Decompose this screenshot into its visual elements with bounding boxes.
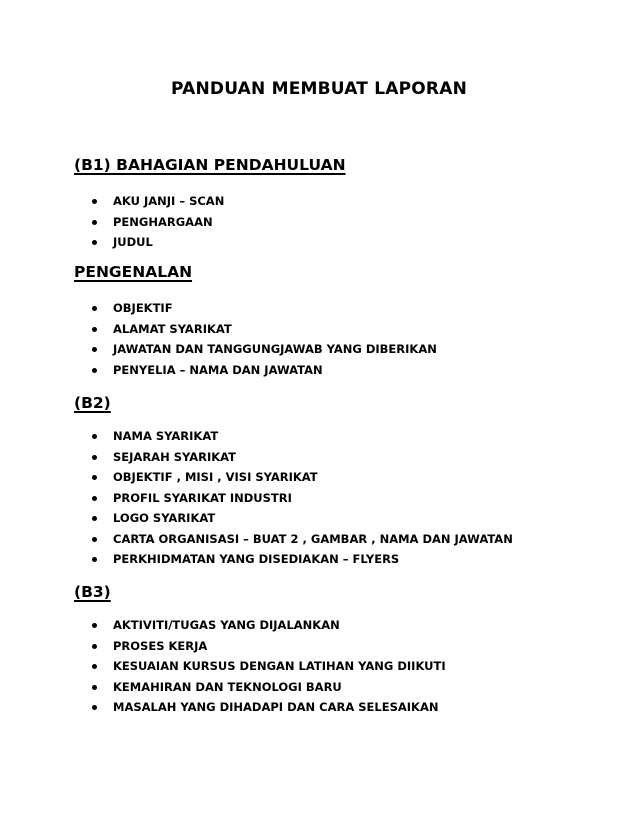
list-item — [0, 212, 224, 233]
section-list-pengenalan — [0, 298, 437, 380]
list-item — [0, 447, 513, 468]
list-item-text: AKTIVITI/TUGAS YANG DIJALANKAN — [113, 618, 340, 632]
list-item — [0, 636, 446, 657]
bullet-icon — [92, 306, 97, 311]
list-item — [0, 426, 513, 447]
list-item-text: JAWATAN DAN TANGGUNGJAWAB YANG DIBERIKAN — [113, 342, 437, 356]
bullet-icon — [92, 496, 97, 501]
list-item — [0, 508, 513, 529]
bullet-icon — [92, 199, 97, 204]
bullet-icon — [92, 705, 97, 710]
list-item-text: SEJARAH SYARIKAT — [113, 449, 237, 464]
document-title: PANDUAN MEMBUAT LAPORAN — [171, 79, 467, 99]
bullet-icon — [92, 557, 97, 562]
bullet-icon — [92, 623, 97, 628]
list-item — [0, 488, 513, 509]
list-item-text: PERKHIDMATAN YANG DISEDIAKAN – FLYERS — [113, 552, 400, 566]
list-item-text: ALAMAT SYARIKAT — [113, 321, 232, 336]
list-item-text: LOGO SYARIKAT — [113, 511, 216, 525]
bullet-icon — [92, 516, 97, 521]
bullet-icon — [92, 368, 97, 373]
list-item — [0, 615, 446, 636]
list-item — [0, 319, 437, 340]
list-item — [0, 232, 224, 253]
section-list-b1 — [0, 191, 224, 253]
bullet-icon — [92, 475, 97, 480]
list-item-text: CARTA ORGANISASI – BUAT 2 , GAMBAR , NAMA DAN JAWATAN — [113, 531, 513, 546]
list-item — [0, 467, 513, 488]
list-item-text: PROSES KERJA — [113, 638, 208, 653]
list-item-text: KESUAIAN KURSUS DENGAN LATIHAN YANG DIIKUTI — [113, 659, 446, 673]
list-item-text: KEMAHIRAN DAN TEKNOLOGI BARU — [113, 679, 342, 694]
bullet-icon — [92, 644, 97, 649]
list-item-text: MASALAH YANG DIHADAPI DAN CARA SELESAIKAN — [113, 700, 439, 714]
bullet-icon — [92, 327, 97, 332]
list-item — [0, 298, 437, 319]
list-item — [0, 549, 513, 570]
bullet-icon — [92, 434, 97, 439]
bullet-icon — [92, 685, 97, 690]
list-item-text: JUDUL — [113, 235, 153, 249]
bullet-icon — [92, 664, 97, 669]
bullet-icon — [92, 537, 97, 542]
list-item — [0, 656, 446, 677]
list-item-text: OBJEKTIF , MISI , VISI SYARIKAT — [113, 470, 318, 484]
bullet-icon — [92, 220, 97, 225]
list-item-text: NAMA SYARIKAT — [113, 429, 219, 443]
bullet-icon — [92, 455, 97, 460]
section-heading-b1: (B1) BAHAGIAN PENDAHULUAN — [74, 156, 346, 174]
section-heading-pengenalan: PENGENALAN — [74, 263, 193, 281]
list-item-text: AKU JANJI – SCAN — [113, 194, 225, 208]
bullet-icon — [92, 240, 97, 245]
list-item-text: PENYELIA – NAMA DAN JAWATAN — [113, 362, 323, 377]
list-item — [0, 677, 446, 698]
bullet-icon — [92, 347, 97, 352]
list-item — [0, 529, 513, 550]
section-list-b3 — [0, 615, 446, 718]
section-list-b2 — [0, 426, 513, 570]
list-item — [0, 191, 224, 212]
list-item-text: PENGHARGAAN — [113, 214, 213, 229]
list-item — [0, 339, 437, 360]
list-item-text: PROFIL SYARIKAT INDUSTRI — [113, 490, 292, 505]
section-heading-b2: (B2) — [74, 394, 111, 412]
list-item — [0, 360, 437, 381]
section-heading-b3: (B3) — [74, 583, 111, 601]
list-item-text: OBJEKTIF — [113, 301, 173, 315]
list-item — [0, 697, 446, 718]
